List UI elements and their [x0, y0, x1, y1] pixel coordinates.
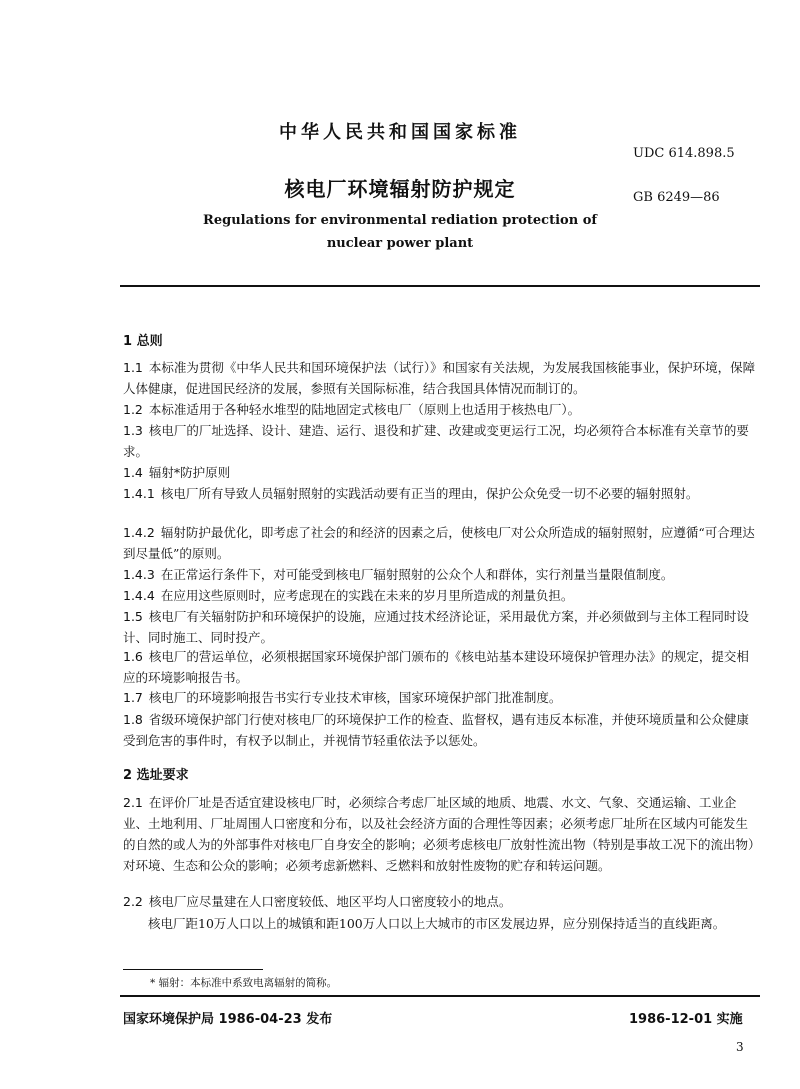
paragraph-number: 2.1	[123, 795, 143, 810]
paragraph-number: 1.2	[123, 402, 143, 417]
paragraph-number: 1.7	[123, 690, 143, 705]
effective-date: 1986-12-01 实施	[629, 1012, 743, 1027]
paragraph-text: 核电厂的营运单位，必须根据国家环境保护部门颁布的《核电站基本建设环境保护管理办法》的规定，提交相应的环境影响报告书。	[123, 649, 749, 685]
issue-date: 国家环境保护局 1986-04-23 发布	[123, 1012, 333, 1027]
paragraph-number: 1.4.1	[123, 486, 155, 501]
footnote-divider	[123, 969, 263, 970]
paragraph-number: 1.1	[123, 360, 143, 375]
english-title-line-2: nuclear power plant	[326, 236, 474, 251]
paragraph-text: 核电厂应尽量建在人口密度较低、地区平均人口密度较小的地点。	[148, 894, 512, 909]
paragraph-2-2	[123, 891, 759, 912]
document-title: 核电厂环境辐射防护规定	[284, 177, 516, 201]
paragraph-text: 核电厂的厂址选择、设计、建造、运行、退役和扩建、改建或变更运行工况，均必须符合本标准有关章节的要求。	[123, 423, 749, 459]
page-number: 3	[736, 1040, 744, 1054]
paragraph-1-7	[123, 687, 759, 708]
paragraph-2-2-continued	[123, 913, 759, 934]
paragraph-1-4-1	[123, 483, 759, 504]
paragraph-1-1	[123, 357, 759, 399]
paragraph-text: 辐射防护最优化，即考虑了社会的和经济的因素之后，使核电厂对公众所造成的辐射照射，应遵循“可合理达到尽量低”的原则。	[123, 525, 755, 561]
paragraph-1-4-2	[123, 522, 759, 564]
paragraph-1-6	[123, 646, 759, 688]
paragraph-number: 1.4	[123, 465, 143, 480]
paragraph-2-1	[123, 792, 759, 876]
paragraph-number: 1.8	[123, 712, 143, 727]
paragraph-text: 核电厂的环境影响报告书实行专业技术审核，国家环境保护部门批准制度。	[148, 690, 562, 705]
paragraph-1-3	[123, 420, 759, 462]
paragraph-number: 1.3	[123, 423, 143, 438]
paragraph-1-8	[123, 709, 759, 751]
paragraph-number: 1.4.2	[123, 525, 155, 540]
section-heading-2: 2 选址要求	[123, 768, 189, 783]
paragraph-text: 核电厂距10万人口以上的城镇和距100万人口以上大城市的市区发展边界，应分别保持适当的直线距离。	[148, 916, 726, 931]
paragraph-text: 在正常运行条件下，对可能受到核电厂辐射照射的公众个人和群体，实行剂量当量限值制度。	[160, 567, 674, 582]
paragraph-text: 核电厂所有导致人员辐射照射的实践活动要有正当的理由，保护公众免受一切不必要的辐射照射。	[160, 486, 699, 501]
paragraph-1-5	[123, 606, 759, 648]
english-title-line-1: Regulations for environmental rediation protection of	[203, 213, 597, 228]
paragraph-1-4-4	[123, 585, 759, 606]
paragraph-number: 1.6	[123, 649, 143, 664]
paragraph-1-4-3	[123, 564, 759, 585]
paragraph-text: 本标准适用于各种轻水堆型的陆地固定式核电厂（原则上也适用于核热电厂）。	[148, 402, 581, 417]
header-divider	[120, 285, 760, 287]
paragraph-number: 1.5	[123, 609, 143, 624]
footer-divider	[120, 995, 760, 997]
footnote: * 辐射：本标准中系致电离辐射的简称。	[150, 977, 338, 989]
paragraph-1-4	[123, 462, 759, 483]
standard-name: 中华人民共和国国家标准	[279, 122, 521, 143]
paragraph-text: 辐射*防护原则	[148, 465, 231, 480]
gb-code: GB 6249—86	[633, 190, 720, 205]
paragraph-number: 1.4.4	[123, 588, 155, 603]
paragraph-text: 在应用这些原则时，应考虑现在的实践在未来的岁月里所造成的剂量负担。	[160, 588, 574, 603]
paragraph-text: 在评价厂址是否适宜建设核电厂时，必须综合考虑厂址区域的地质、地震、水文、气象、交通运输、工业企业、土地利用、厂址周围人口密度和分布，以及社会经济方面的合理性等因素；必须考虑厂址所在区域内可能发生的自然的或人为的外部事件对核电厂自身安全的影响；必须考虑核电厂放射性流出物（特别是事故工况下的流出物）对环境、生态和公众的影响；必须考虑新燃料、乏燃料和放射性废物的贮存和转运问题。	[123, 795, 755, 873]
paragraph-text: 本标准为贯彻《中华人民共和国环境保护法（试行）》和国家有关法规，为发展我国核能事业，保护环境，保障人体健康，促进国民经济的发展，参照有关国际标准，结合我国具体情况而制订的。	[123, 360, 756, 396]
paragraph-number: 1.4.3	[123, 567, 155, 582]
paragraph-number: 2.2	[123, 894, 143, 909]
udc-code: UDC 614.898.5	[633, 146, 735, 161]
paragraph-text: 核电厂有关辐射防护和环境保护的设施，应通过技术经济论证，采用最优方案，并必须做到与主体工程同时设计、同时施工、同时投产。	[123, 609, 749, 645]
paragraph-1-2	[123, 399, 759, 420]
paragraph-text: 省级环境保护部门行使对核电厂的环境保护工作的检查、监督权，遇有违反本标准，并使环境质量和公众健康受到危害的事件时，有权予以制止，并视情节轻重依法予以惩处。	[123, 712, 749, 748]
section-heading-1: 1 总则	[123, 334, 163, 349]
